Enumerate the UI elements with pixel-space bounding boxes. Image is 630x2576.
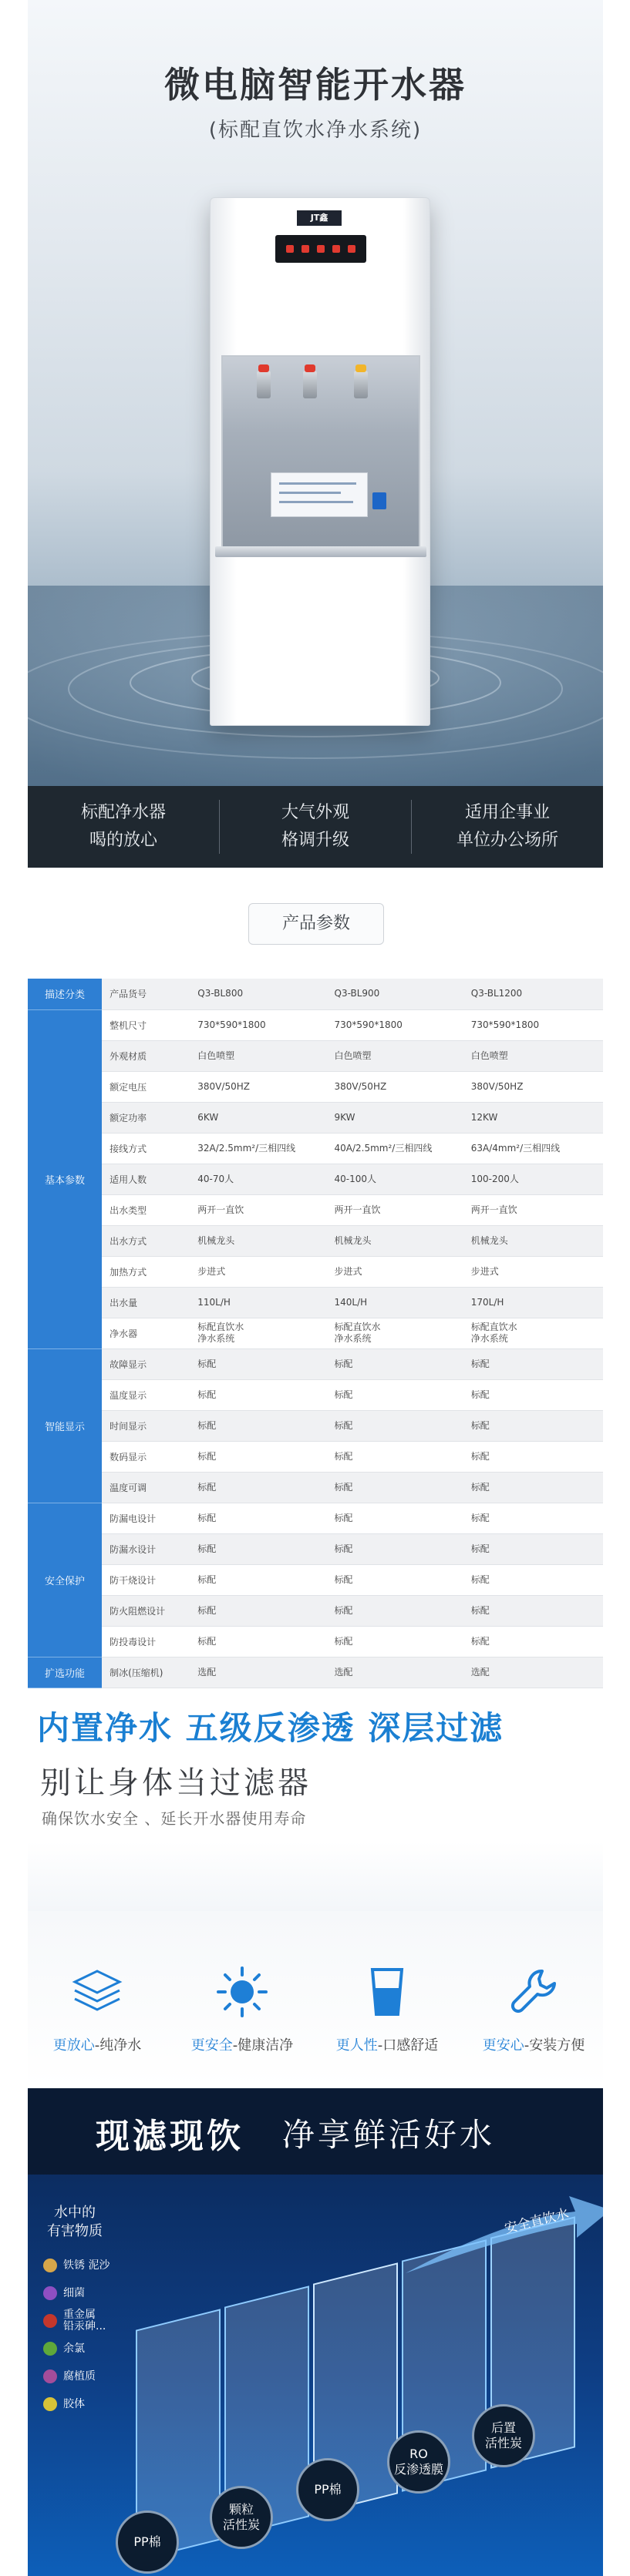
spec-value: 机械龙头 [467, 1225, 603, 1256]
filter-stage-label: 颗粒 活性炭 [210, 2486, 273, 2549]
filter-stage-label: RO 反渗透膜 [387, 2430, 450, 2494]
spec-label: 防漏水设计 [102, 1533, 193, 1564]
spec-value: 两开一直饮 [467, 1194, 603, 1225]
spec-value: 标配直饮水 净水系统 [467, 1318, 603, 1348]
spec-value: 730*590*1800 [193, 1009, 329, 1040]
spec-value: 标配 [330, 1348, 467, 1379]
contaminant-icon [43, 2369, 57, 2383]
spec-value: 标配 [467, 1441, 603, 1472]
spec-label: 接线方式 [102, 1133, 193, 1164]
spec-value: 380V/50HZ [467, 1071, 603, 1102]
marketing-title: 内置净水 五级反渗透 深层过滤 [37, 1709, 504, 1747]
benefit-text: -健康洁净 [232, 2037, 294, 2054]
feature-line2: 喝的放心 [89, 831, 157, 850]
spec-value: 标配 [467, 1410, 603, 1441]
marketing-subtitle: 别让身体当过滤器 [40, 1765, 312, 1801]
spec-value: 标配 [330, 1410, 467, 1441]
spec-value: 选配 [330, 1657, 467, 1688]
drip-tray [215, 546, 426, 557]
contaminant-icon [43, 2397, 57, 2411]
spec-value: 380V/50HZ [193, 1071, 329, 1102]
spec-row [28, 1441, 603, 1472]
spec-label: 数码显示 [102, 1441, 193, 1472]
spec-row [28, 1472, 603, 1503]
filtration-header [28, 2088, 603, 2175]
spec-value: 110L/H [193, 1287, 329, 1318]
spec-value: 140L/H [330, 1287, 467, 1318]
spec-value: 标配 [193, 1441, 329, 1472]
spec-row [28, 1410, 603, 1441]
contaminant-name: 重金属 铅汞砷... [63, 2309, 106, 2333]
spec-value: 步进式 [467, 1256, 603, 1287]
spec-label: 外观材质 [102, 1040, 193, 1071]
benefit-item [318, 1965, 456, 2054]
spec-value: 32A/2.5mm²/三相四线 [193, 1133, 329, 1164]
spec-row [28, 1657, 603, 1688]
spec-row [28, 1348, 603, 1379]
contaminant-name: 细菌 [63, 2286, 85, 2299]
spec-label: 净水器 [102, 1318, 193, 1348]
feature-line2: 格调升级 [281, 831, 349, 850]
spec-label: 额定电压 [102, 1071, 193, 1102]
spec-label: 故障显示 [102, 1348, 193, 1379]
spec-table [28, 979, 603, 1688]
warning-tag [372, 492, 386, 509]
benefit-text: -纯净水 [94, 2037, 142, 2054]
filter-stage-label: 后置 活性炭 [472, 2404, 535, 2467]
feature-line1: 适用企事业 [464, 803, 550, 822]
spec-value: 标配 [467, 1503, 603, 1533]
spec-label: 适用人数 [102, 1164, 193, 1194]
spec-value: 白色喷塑 [467, 1040, 603, 1071]
spec-label: 时间显示 [102, 1410, 193, 1441]
spec-value: 730*590*1800 [330, 1009, 467, 1040]
spec-value: 标配 [193, 1533, 329, 1564]
hot-water-tap [257, 371, 271, 398]
benefit-highlight: 更安全 [190, 2037, 233, 2054]
filter-stage-label: PP棉 [296, 2458, 359, 2521]
spec-value: 12KW [467, 1102, 603, 1133]
spec-value: Q3-BL800 [193, 979, 329, 1009]
spec-value: 标配 [330, 1379, 467, 1410]
feature-item [412, 786, 603, 868]
spec-row [28, 1133, 603, 1164]
marketing-photo-area [28, 1842, 603, 1911]
spec-value: 标配直饮水 净水系统 [330, 1318, 467, 1348]
spec-value: 标配 [330, 1626, 467, 1657]
brand-logo: JT鑫 [297, 210, 342, 226]
spec-value: 40A/2.5mm²/三相四线 [330, 1133, 467, 1164]
spec-category: 智能显示 [28, 1348, 102, 1503]
spec-value: 730*590*1800 [467, 1009, 603, 1040]
spec-row [28, 1256, 603, 1287]
spec-label: 加热方式 [102, 1256, 193, 1287]
spec-value: Q3-BL900 [330, 979, 467, 1009]
contaminants-title: 水中的 有害物质 [47, 2205, 103, 2239]
spec-value: 标配 [467, 1348, 603, 1379]
benefits-band [28, 1911, 603, 2088]
spec-value: 标配 [467, 1564, 603, 1595]
benefit-item [464, 1965, 603, 2054]
spec-value: 380V/50HZ [330, 1071, 467, 1102]
spec-label: 整机尺寸 [102, 1009, 193, 1040]
spec-value: 标配 [193, 1626, 329, 1657]
spec-label: 温度可调 [102, 1472, 193, 1503]
wrench-icon [507, 1965, 561, 2019]
spec-value: 选配 [467, 1657, 603, 1688]
spec-value: 标配 [330, 1441, 467, 1472]
spec-label: 出水量 [102, 1287, 193, 1318]
tap-recess [221, 355, 420, 549]
contaminant-item [32, 2252, 117, 2279]
spec-value: 标配 [330, 1533, 467, 1564]
feature-line2: 单位办公场所 [456, 831, 558, 850]
spec-value: 9KW [330, 1102, 467, 1133]
benefit-highlight: 更人性 [335, 2037, 378, 2054]
control-display [275, 235, 366, 263]
contaminant-name: 腐植质 [63, 2369, 96, 2383]
spec-value: 标配 [467, 1595, 603, 1626]
filtration-title-bold: 现滤现饮 [96, 2117, 244, 2156]
spec-label: 出水类型 [102, 1194, 193, 1225]
spec-value: 标配 [467, 1626, 603, 1657]
spec-row [28, 1595, 603, 1626]
contaminant-item [32, 2307, 117, 2335]
benefit-highlight: 更放心 [52, 2037, 95, 2054]
spec-value: 白色喷塑 [193, 1040, 329, 1071]
contaminant-name: 铁锈 泥沙 [63, 2259, 110, 2272]
spec-value: 40-100人 [330, 1164, 467, 1194]
spec-value: 标配 [193, 1379, 329, 1410]
benefit-item [28, 1965, 167, 2054]
spec-row [28, 1503, 603, 1533]
spec-category: 安全保护 [28, 1503, 102, 1657]
spec-value: 标配直饮水 净水系统 [193, 1318, 329, 1348]
water-glass-icon [360, 1965, 414, 2019]
spec-value: 标配 [467, 1472, 603, 1503]
feature-line1: 大气外观 [281, 803, 349, 822]
spec-value: 步进式 [193, 1256, 329, 1287]
contaminant-icon [43, 2259, 57, 2272]
spec-label: 防漏电设计 [102, 1503, 193, 1533]
hero-subtitle: (标配直饮水净水系统) [208, 119, 423, 142]
spec-value: 标配 [330, 1503, 467, 1533]
feature-item [220, 786, 411, 868]
spec-value: 标配 [193, 1348, 329, 1379]
spec-value: 6KW [193, 1102, 329, 1133]
contaminant-item [32, 2390, 117, 2418]
spec-label: 制冰(压缩机) [102, 1657, 193, 1688]
spec-row [28, 1533, 603, 1564]
spec-label: 温度显示 [102, 1379, 193, 1410]
filter-stage-label: PP棉 [116, 2511, 179, 2574]
spec-row [28, 1225, 603, 1256]
spec-row [28, 1379, 603, 1410]
spec-category: 基本参数 [28, 1009, 102, 1348]
spec-row [28, 1194, 603, 1225]
contaminants-list [32, 2204, 117, 2418]
spec-value: 标配 [330, 1595, 467, 1626]
spec-value: 步进式 [330, 1256, 467, 1287]
safe-water-label: 安全直饮水 [503, 2205, 571, 2237]
spec-row [28, 1564, 603, 1595]
spec-value: 标配 [193, 1595, 329, 1626]
spec-value: 标配 [467, 1533, 603, 1564]
contaminant-icon [43, 2342, 57, 2356]
drinking-water-tap [354, 371, 368, 398]
spec-value: 白色喷塑 [330, 1040, 467, 1071]
contaminant-icon [43, 2286, 57, 2300]
contaminant-item [32, 2279, 117, 2307]
spec-row [28, 1102, 603, 1133]
benefit-text: -安装方便 [524, 2037, 585, 2054]
spec-row [28, 979, 603, 1009]
contaminant-icon [43, 2314, 57, 2328]
spec-value: 机械龙头 [193, 1225, 329, 1256]
spec-row [28, 1318, 603, 1348]
hot-water-tap [303, 371, 317, 398]
spec-value: 标配 [193, 1410, 329, 1441]
spec-label: 额定功率 [102, 1102, 193, 1133]
water-boiler-machine-image [210, 197, 430, 726]
spec-value: 标配 [193, 1503, 329, 1533]
spec-value: 标配 [193, 1564, 329, 1595]
benefit-highlight: 更安心 [482, 2037, 524, 2054]
spec-label: 防火阻燃设计 [102, 1595, 193, 1626]
contaminant-item [32, 2335, 117, 2363]
spec-value: 两开一直饮 [330, 1194, 467, 1225]
contaminant-name: 胶体 [63, 2397, 85, 2410]
contaminant-item [32, 2363, 117, 2390]
spec-row [28, 1009, 603, 1040]
filtration-banner [28, 2088, 603, 2576]
benefit-text: -口感舒适 [377, 2037, 439, 2054]
spec-category: 扩选功能 [28, 1657, 102, 1688]
feature-item [28, 786, 219, 868]
sun-icon [215, 1965, 269, 2019]
spec-value: 选配 [193, 1657, 329, 1688]
spec-row [28, 1040, 603, 1071]
spec-category: 描述分类 [28, 979, 102, 1009]
spec-label: 产品货号 [102, 979, 193, 1009]
spec-row [28, 1626, 603, 1657]
spec-row [28, 1071, 603, 1102]
spec-value: 63A/4mm²/三相四线 [467, 1133, 603, 1164]
spec-value: 标配 [330, 1564, 467, 1595]
spec-value: 机械龙头 [330, 1225, 467, 1256]
spec-label: 防投毒设计 [102, 1626, 193, 1657]
spec-value: 100-200人 [467, 1164, 603, 1194]
spec-value: 标配 [193, 1472, 329, 1503]
spec-value: Q3-BL1200 [467, 979, 603, 1009]
spec-label: 出水方式 [102, 1225, 193, 1256]
label-plate [271, 472, 368, 517]
hero-title: 微电脑智能开水器 [164, 64, 467, 106]
spec-row [28, 1164, 603, 1194]
layers-icon [70, 1965, 124, 2019]
spec-row [28, 1287, 603, 1318]
spec-value: 标配 [330, 1472, 467, 1503]
spec-value: 标配 [467, 1379, 603, 1410]
feature-bar [28, 786, 603, 868]
benefit-item [173, 1965, 312, 2054]
hero-banner [28, 0, 603, 786]
spec-label: 防干烧设计 [102, 1564, 193, 1595]
filtration-title-light: 净享鲜活好水 [282, 2116, 496, 2154]
spec-value: 40-70人 [193, 1164, 329, 1194]
feature-line1: 标配净水器 [80, 803, 166, 822]
marketing-note: 确保饮水安全 、延长开水器使用寿命 [42, 1809, 307, 1828]
contaminant-name: 余氯 [63, 2342, 85, 2355]
spec-value: 170L/H [467, 1287, 603, 1318]
spec-value: 两开一直饮 [193, 1194, 329, 1225]
product-params-heading: 产品参数 [248, 903, 384, 945]
safe-water-arrow [398, 2188, 603, 2281]
